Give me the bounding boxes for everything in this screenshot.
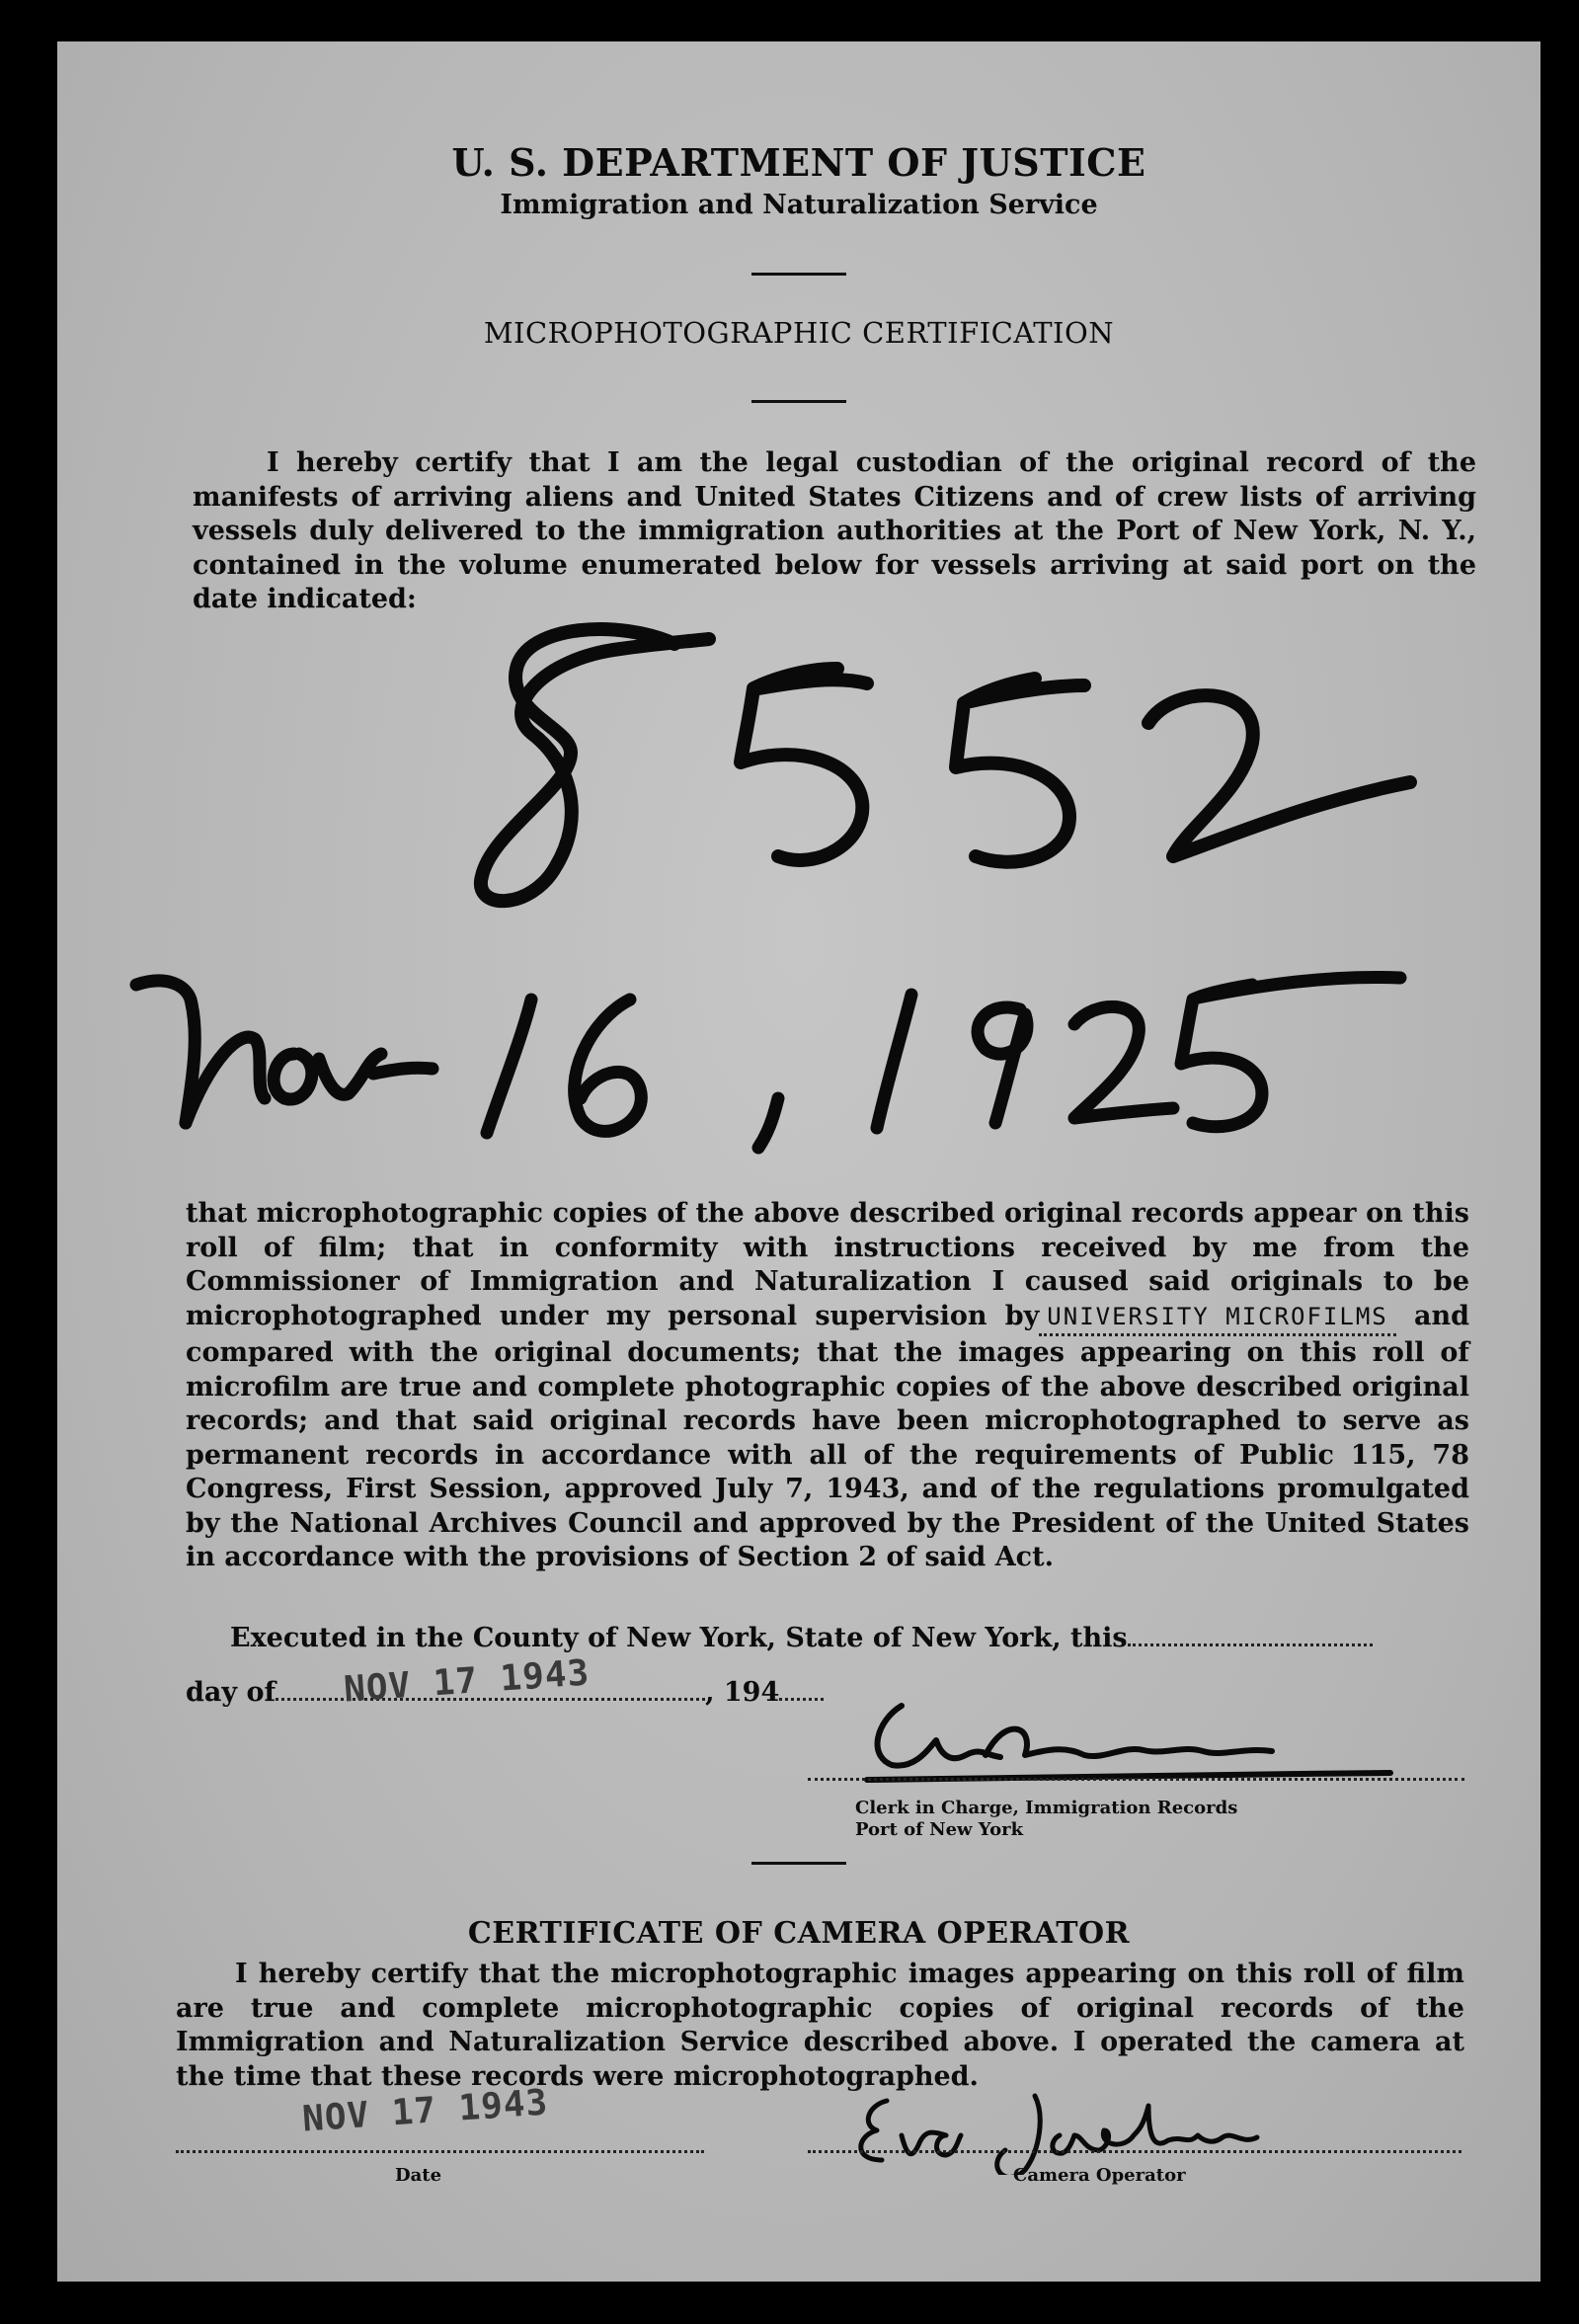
camera-certificate-title: CERTIFICATE OF CAMERA OPERATOR [467,1916,1131,1951]
body-text-part1: that microphotographic copies of the above described original records appear on this roll of film; that in conformity with instructions received by me from the Commissioner of Immigration and Naturalization I caused said originals to be microphotographed under my personal supervision by [186,1198,1469,1331]
signature-line [808,1778,1464,1781]
divider [751,273,846,276]
date-label: Date [395,2165,442,2186]
service-subheading: Immigration and Naturalization Service [500,190,1098,220]
camera-date-stamp: NOV 17 1943 [300,2082,550,2140]
intro-text: I hereby certify that I am the legal custodian of the original record of the manifests of arriving aliens and United States Citizens and of crew lists of arriving vessels duly delivered to the immigration authorities at the Port of New York, N. Y., contained in the volume enumerated below for vessels arriving at said port on the date indicated: [193,447,1476,614]
day-field [1128,1622,1373,1646]
signer-title-line1: Clerk in Charge, Immigration Records [855,1798,1238,1818]
execution-text: Executed in the County of New York, State of New York, this [230,1623,1128,1653]
divider [751,1862,846,1865]
handwritten-volume-number [423,614,1479,911]
filmed-by-field [1039,1300,1395,1337]
date-stamp: NOV 17 1943 [342,1652,592,1711]
operator-label: Camera Operator [1013,2165,1186,2186]
day-of-label: day of [186,1677,276,1708]
certificate-sheet [57,41,1540,2282]
execution-line [186,1622,1469,1656]
signer-title-line2: Port of New York [855,1819,1024,1840]
year-label: , 194 [705,1677,780,1708]
camera-certificate-paragraph [176,1958,1464,2094]
camera-certificate-text: I hereby certify that the microphotographic images appearing on this roll of film are true and complete microphotographic copies of original records of the Immigration and Naturalization Service described above. I operated the camera at the time that these records were microphotographed. [176,1959,1464,2092]
body-text-part2: and compared with the original documents; that the images appearing on this roll of microfilm are true and complete photographic copies of the above described original records; and that said original records have been microphotographed to serve as permanent records in accordance with all of the requirements of Public 115, 78 Congress, First Session, approved July 7, 1943, and of the regulations promulgated by the National Archives Council and approved by the President of the United States in accordance with the provisions of Section 2 of said Act. [186,1300,1469,1572]
signer-title [855,1798,1237,1841]
page-title: MICROPHOTOGRAPHIC CERTIFICATION [483,316,1115,350]
operator-signature [808,2076,1361,2175]
body-paragraph [186,1197,1469,1575]
department-heading: U. S. DEPARTMENT OF JUSTICE [451,140,1146,185]
date-signature-line [176,2150,704,2153]
filmed-by-value: UNIVERSITY MICROFILMS [1047,1302,1388,1330]
operator-signature-line [808,2150,1461,2153]
handwritten-date [117,940,1420,1158]
divider [751,400,846,403]
intro-paragraph [193,446,1476,617]
